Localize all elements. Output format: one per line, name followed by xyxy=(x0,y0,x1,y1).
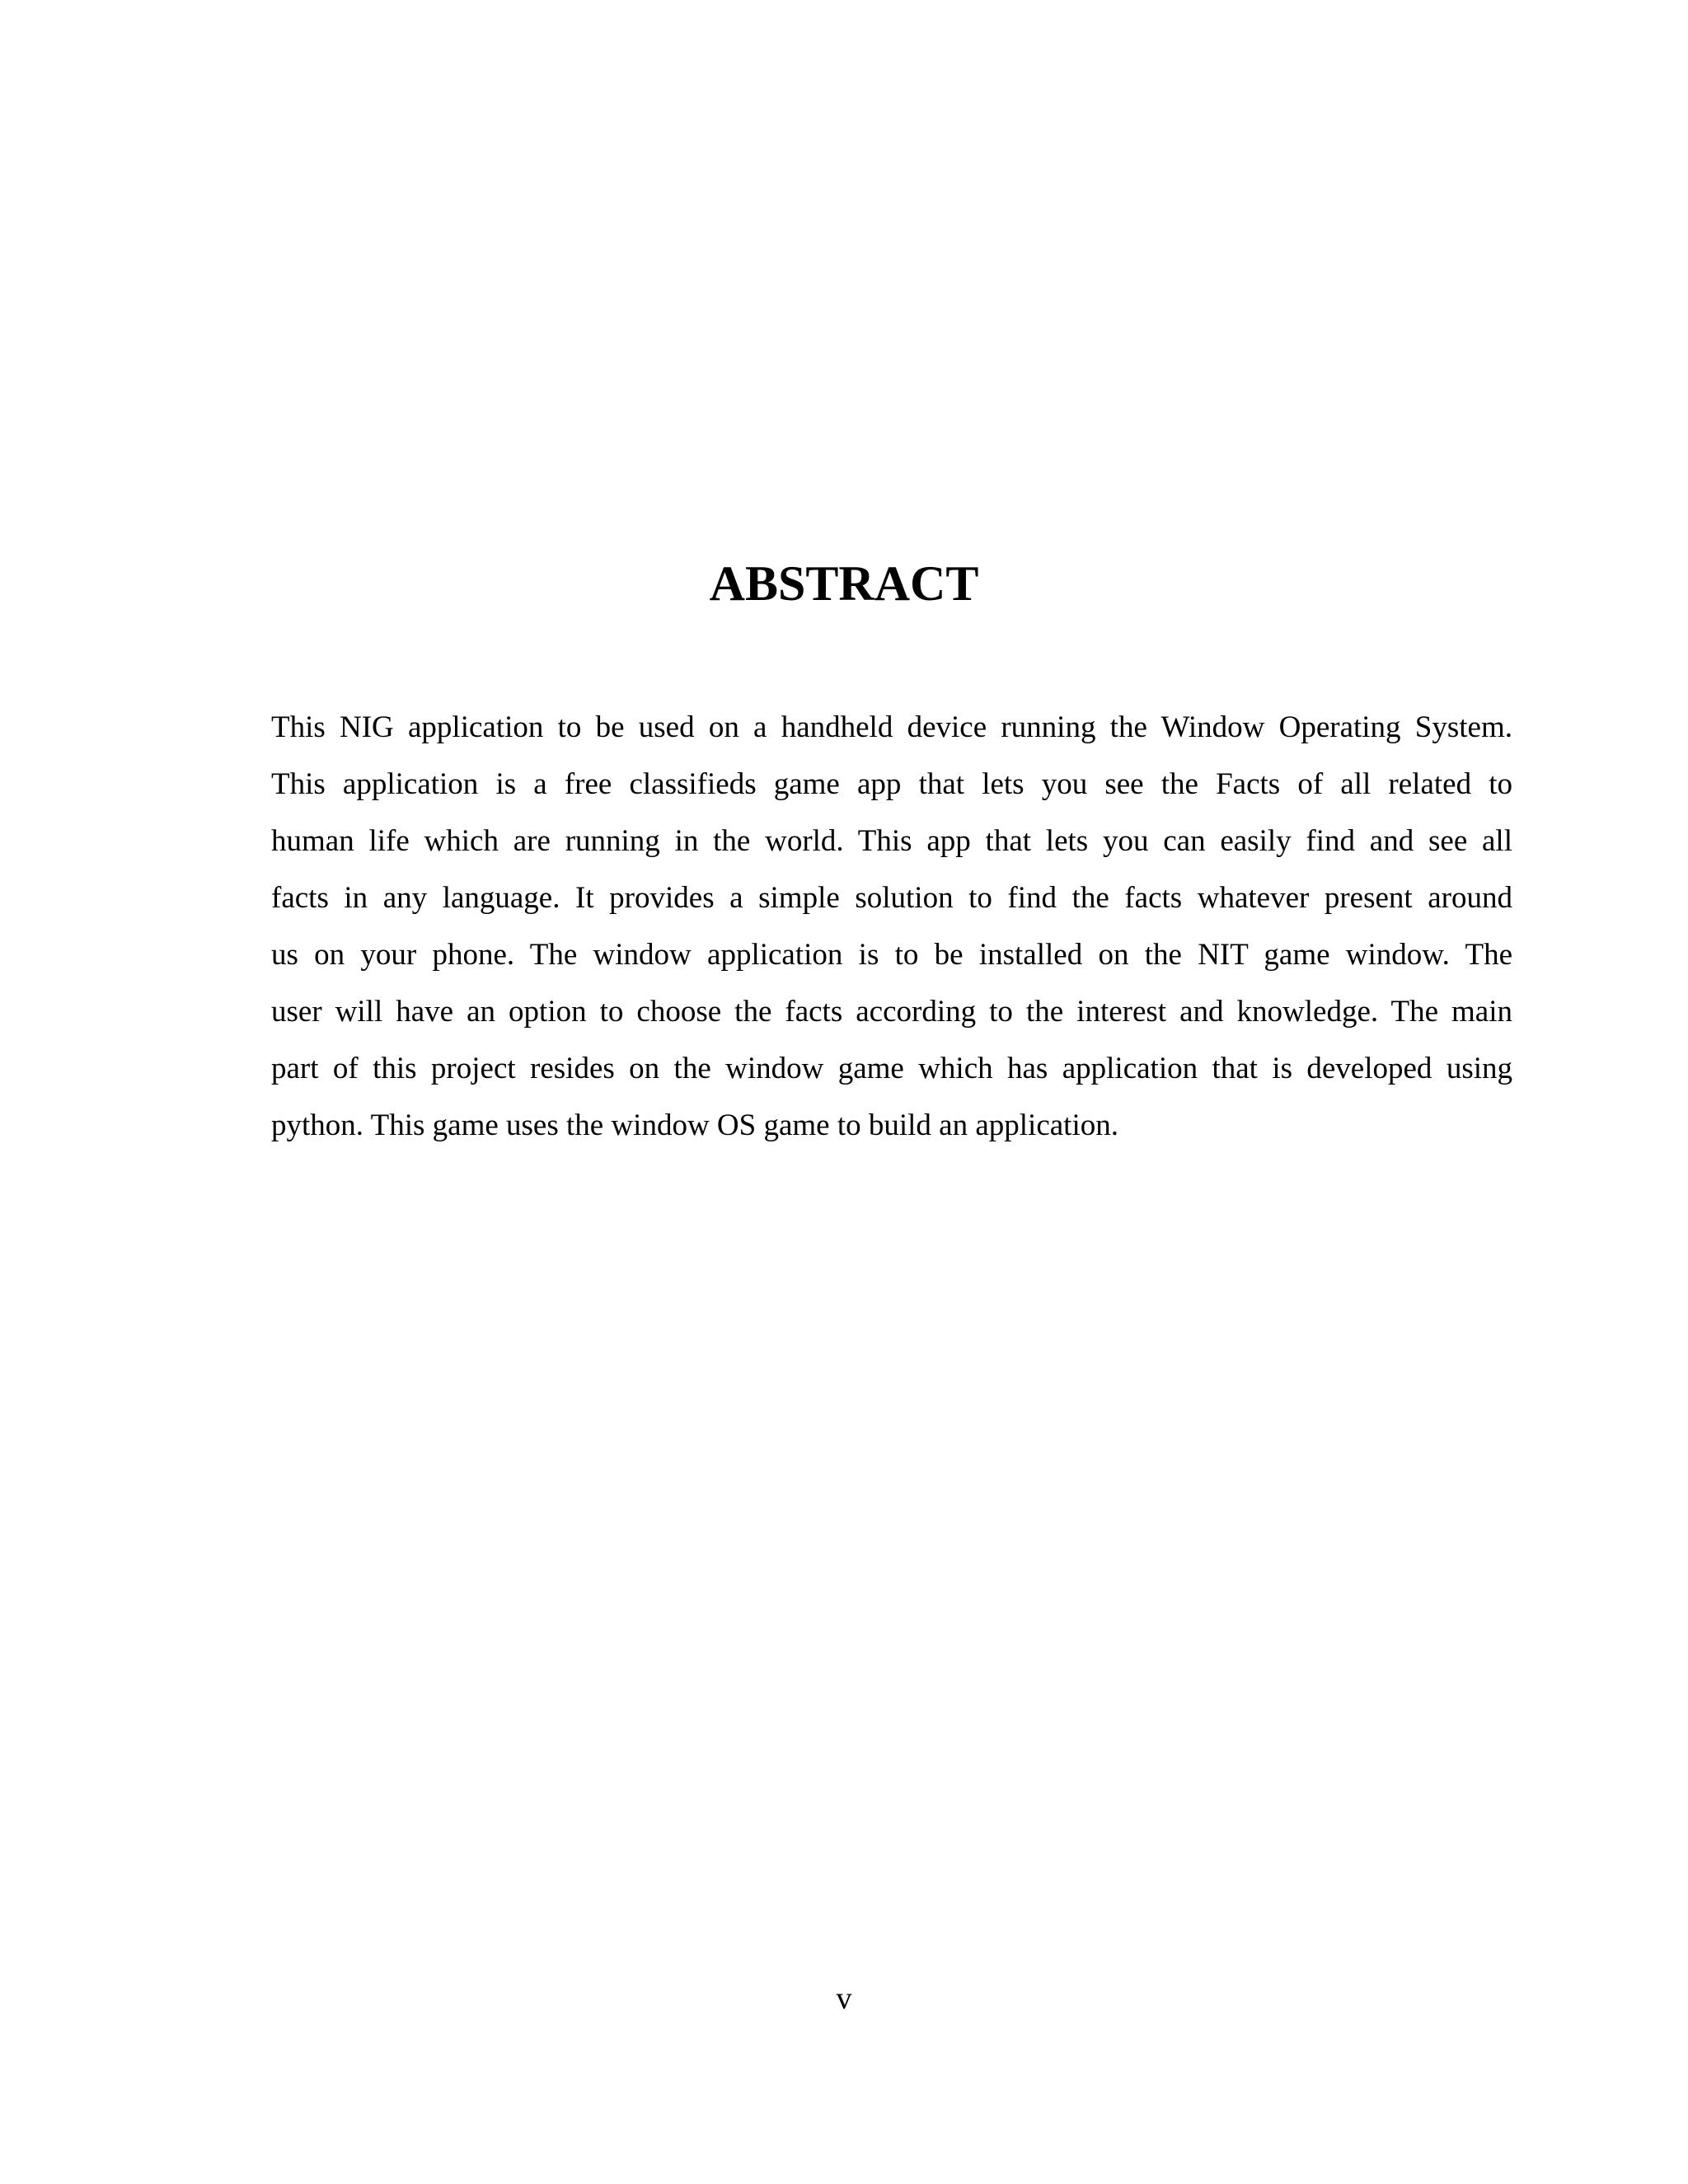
abstract-line: user will have an option to choose the facts according to the interest and knowledge. The main xyxy=(271,995,1512,1029)
abstract-line: This NIG application to be used on a handheld device running the Window Operating System. xyxy=(271,710,1512,744)
abstract-line: facts in any language. It provides a simple solution to find the facts whatever present around xyxy=(271,881,1512,915)
abstract-line: part of this project resides on the window game which has application that is developed using xyxy=(271,1052,1512,1085)
abstract-heading: ABSTRACT xyxy=(709,556,979,611)
abstract-line: This application is a free classifieds game app that lets you see the Facts of all related to xyxy=(271,767,1512,801)
abstract-line: human life which are running in the world. This app that lets you can easily find and see all xyxy=(271,824,1512,858)
abstract-line: us on your phone. The window application is to be installed on the NIT game window. The xyxy=(271,938,1512,972)
page-number: v xyxy=(836,1981,852,2016)
abstract-line: python. This game uses the window OS game to build an application. xyxy=(271,1108,1118,1142)
abstract-body xyxy=(271,699,1512,1154)
